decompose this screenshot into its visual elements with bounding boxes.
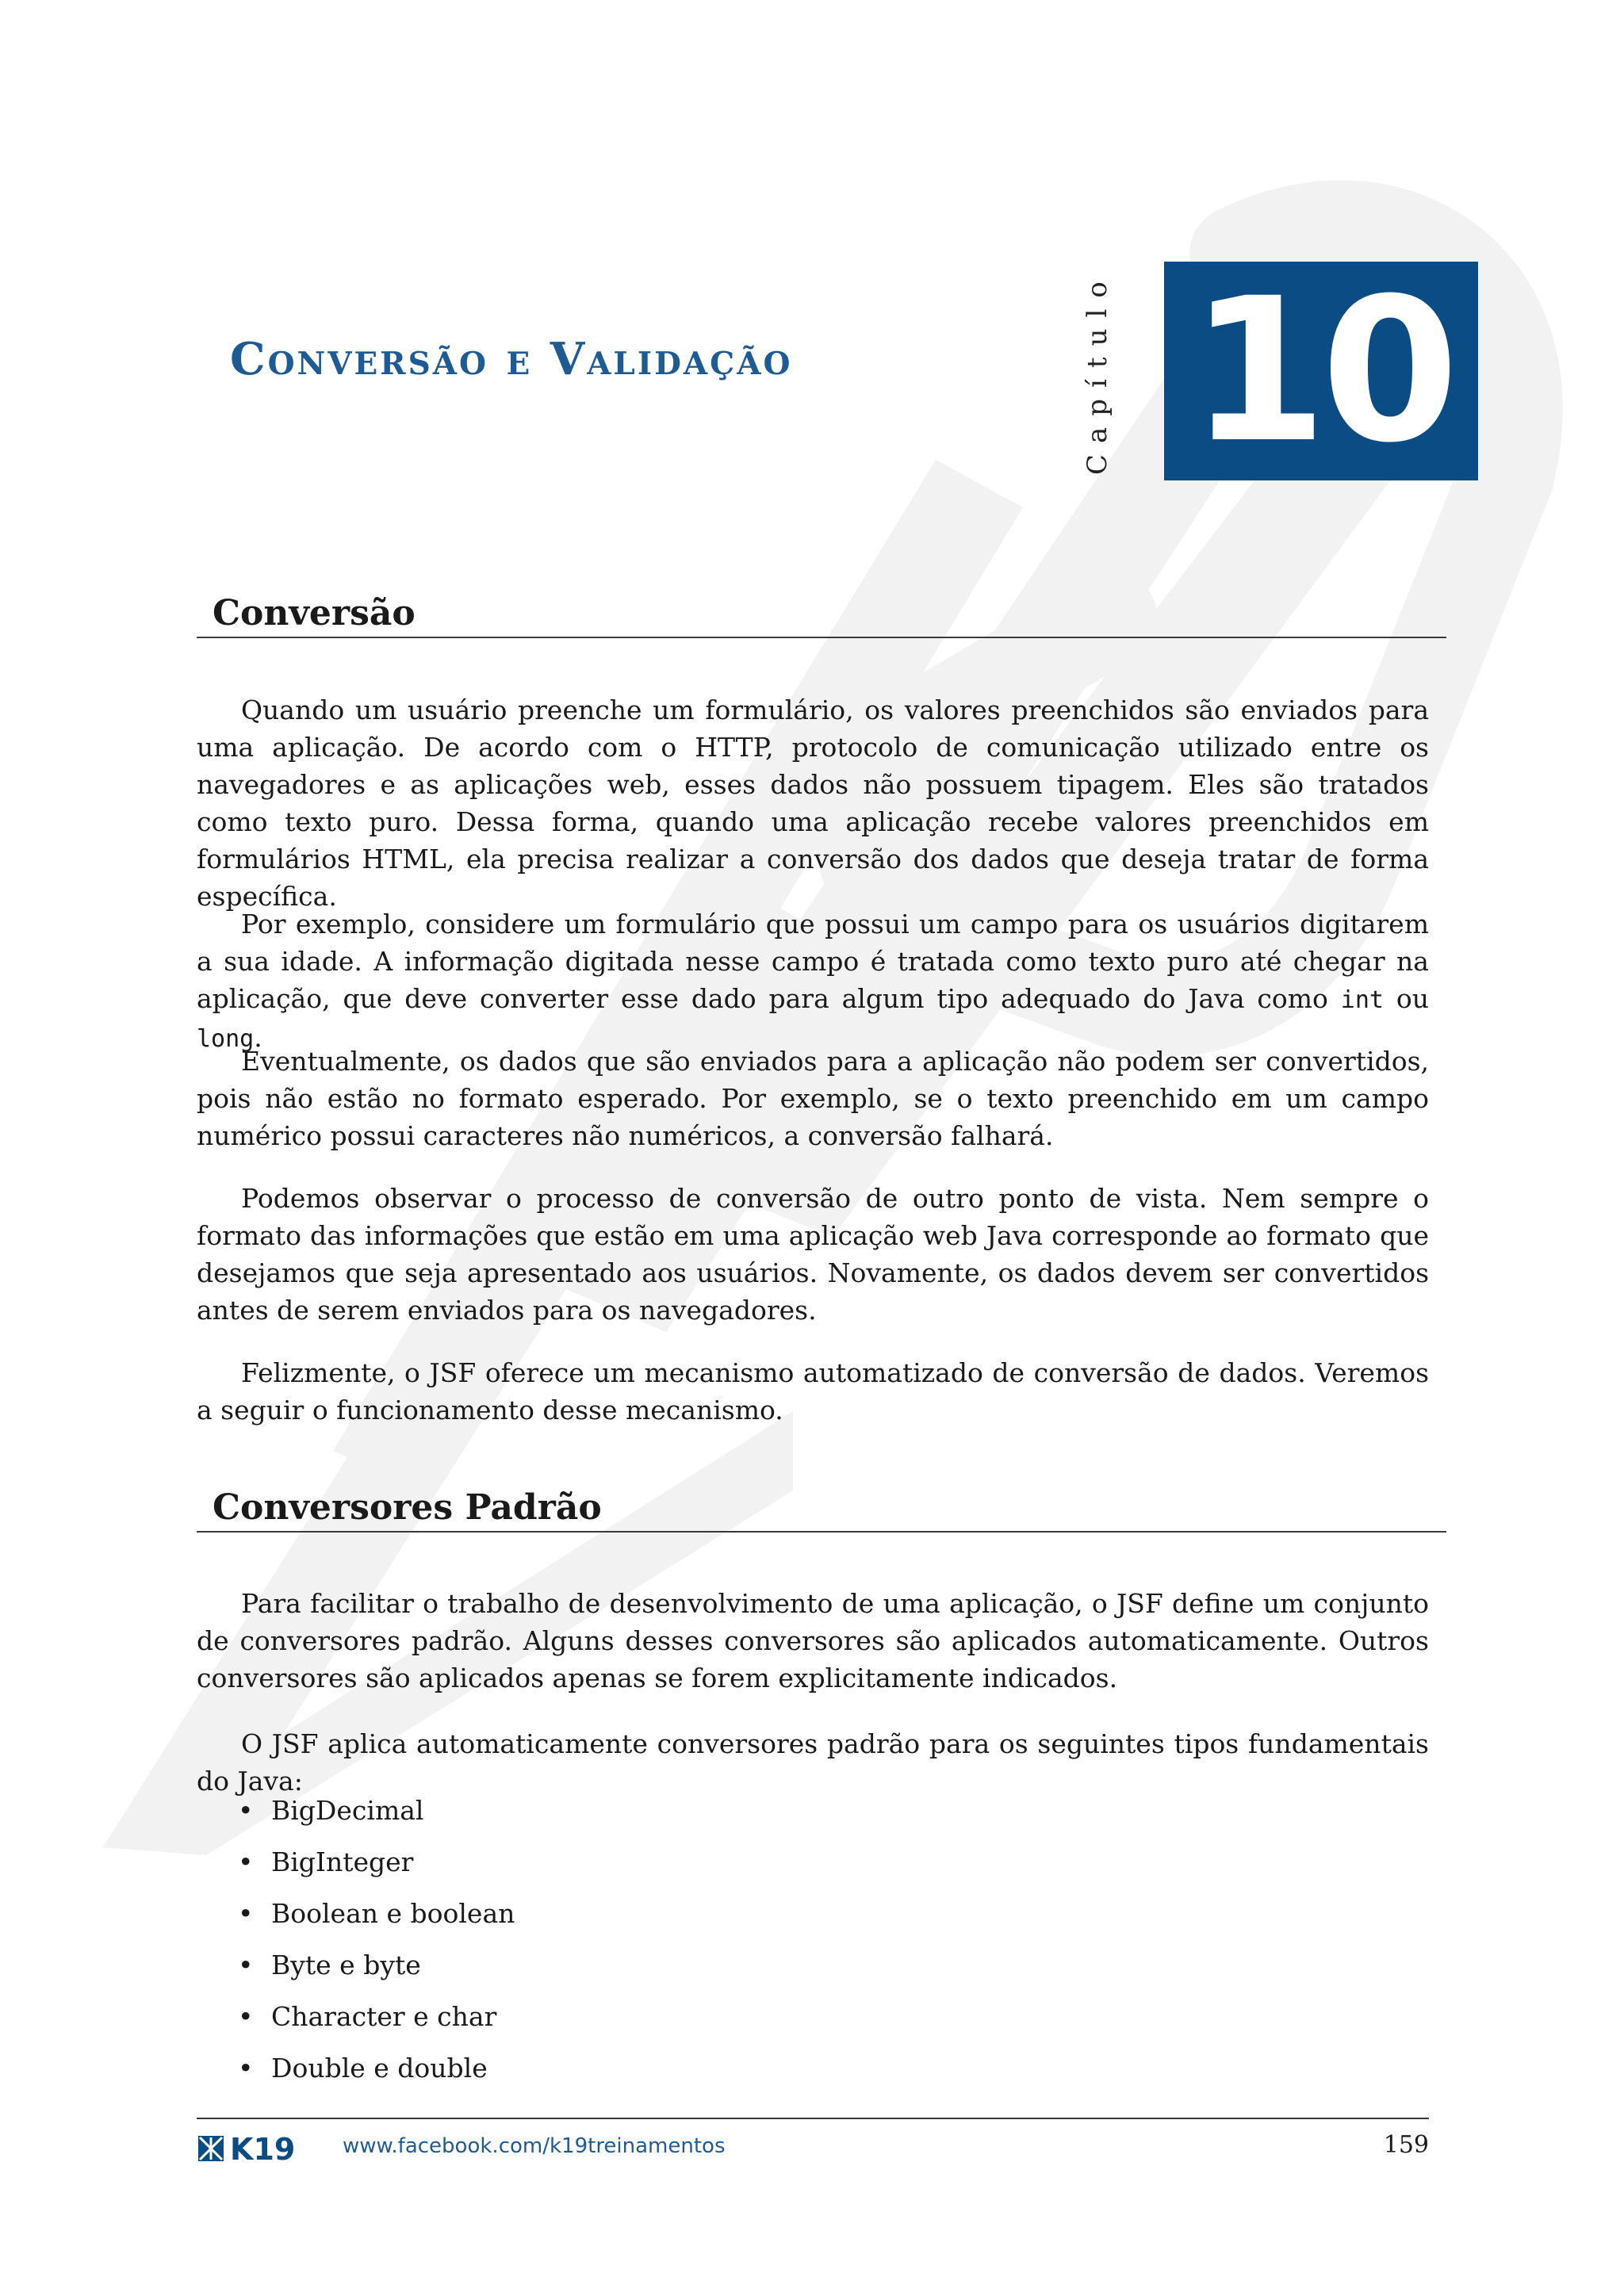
list-item-text: BigInteger [271, 1846, 414, 1877]
paragraph: Para facilitar o trabalho de desenvolvimento de uma aplicação, o JSF define um conjunto de conversores padrão. Alguns desses conversores são aplicados automaticamente. Outros conversores são aplicados apenas se forem explicitamente indicados. [197, 1588, 1429, 1693]
page-number: 159 [1383, 2131, 1429, 2159]
list-item: • Byte e byte [238, 1950, 421, 1980]
chapter-number: 10 [1189, 255, 1453, 486]
paragraph: Felizmente, o JSF oferece um mecanismo automatizado de conversão de dados. Veremos a seguir o funcionamento desse mecanismo. [197, 1357, 1429, 1425]
paragraph: Podemos observar o processo de conversão de outro ponto de vista. Nem sempre o formato das informações que estão em uma aplicação web Java corresponde ao formato que desejamos que seja apresentado aos usuários. Novamente, os dados devem ser convertidos antes de serem enviados para os navegadores. [197, 1183, 1429, 1326]
list-item: • Boolean e boolean [238, 1898, 515, 1929]
paragraph [197, 905, 1429, 1058]
chapter-title: Conversão e Validação [230, 333, 793, 385]
list-item: • Character e char [238, 2001, 497, 2032]
list-item: • Double e double [238, 2053, 488, 2084]
list-item-text: Double e double [271, 2053, 488, 2084]
footer-divider [197, 2118, 1429, 2119]
chapter-label: Capítulo [1082, 270, 1113, 475]
paragraph-text: ou [1383, 983, 1429, 1014]
paragraph: Eventualmente, os dados que são enviados para a aplicação não podem ser convertidos, pois não estão no formato esperado. Por exemplo, se o texto preenchido em um campo numérico possui caracteres não numéricos, a conversão falhará. [197, 1046, 1429, 1151]
paragraph-text: Por exemplo, considere um formulário que possui um campo para os usuários digitarem a sua idade. A informação digitada nesse campo é tratada como texto puro até chegar na aplicação, que deve converter esse dado para algum tipo adequado do Java como [197, 909, 1429, 1014]
list-item-text: BigDecimal [271, 1795, 424, 1826]
bullet-list [238, 1792, 515, 2101]
list-item: • BigInteger [238, 1846, 414, 1877]
paragraph: O JSF aplica automaticamente conversores padrão para os seguintes tipos fundamentais do Java: [197, 1728, 1429, 1797]
footer-link[interactable]: www.facebook.com/k19treinamentos [343, 2134, 726, 2158]
list-item-text: Byte e byte [271, 1950, 421, 1980]
list-item: • BigDecimal [238, 1795, 424, 1826]
section-heading-conversao: Conversão [197, 593, 1446, 638]
paragraph: Quando um usuário preenche um formulário, os valores preenchidos são enviados para uma aplicação. De acordo com o HTTP, protocolo de comunicação utilizado entre os navegadores e as aplicações web, esses dados não possuem tipagem. Eles são tratados como texto puro. Dessa forma, quando uma aplicação recebe valores preenchidos em formulários HTML, ela precisa realizar a conversão dos dados que deseja tratar de forma específica. [197, 695, 1429, 912]
logo-text: K19 [230, 2134, 296, 2163]
inline-code: long [197, 1025, 255, 1053]
section-heading-conversores-padrao: Conversores Padrão [197, 1487, 1446, 1533]
inline-code: int [1340, 986, 1384, 1014]
list-item-text: Character e char [271, 2001, 497, 2032]
k19-logo [198, 2134, 317, 2163]
paragraph-text: . [254, 1022, 262, 1053]
chapter-number-box [1164, 255, 1478, 486]
list-item-text: Boolean e boolean [271, 1898, 515, 1929]
